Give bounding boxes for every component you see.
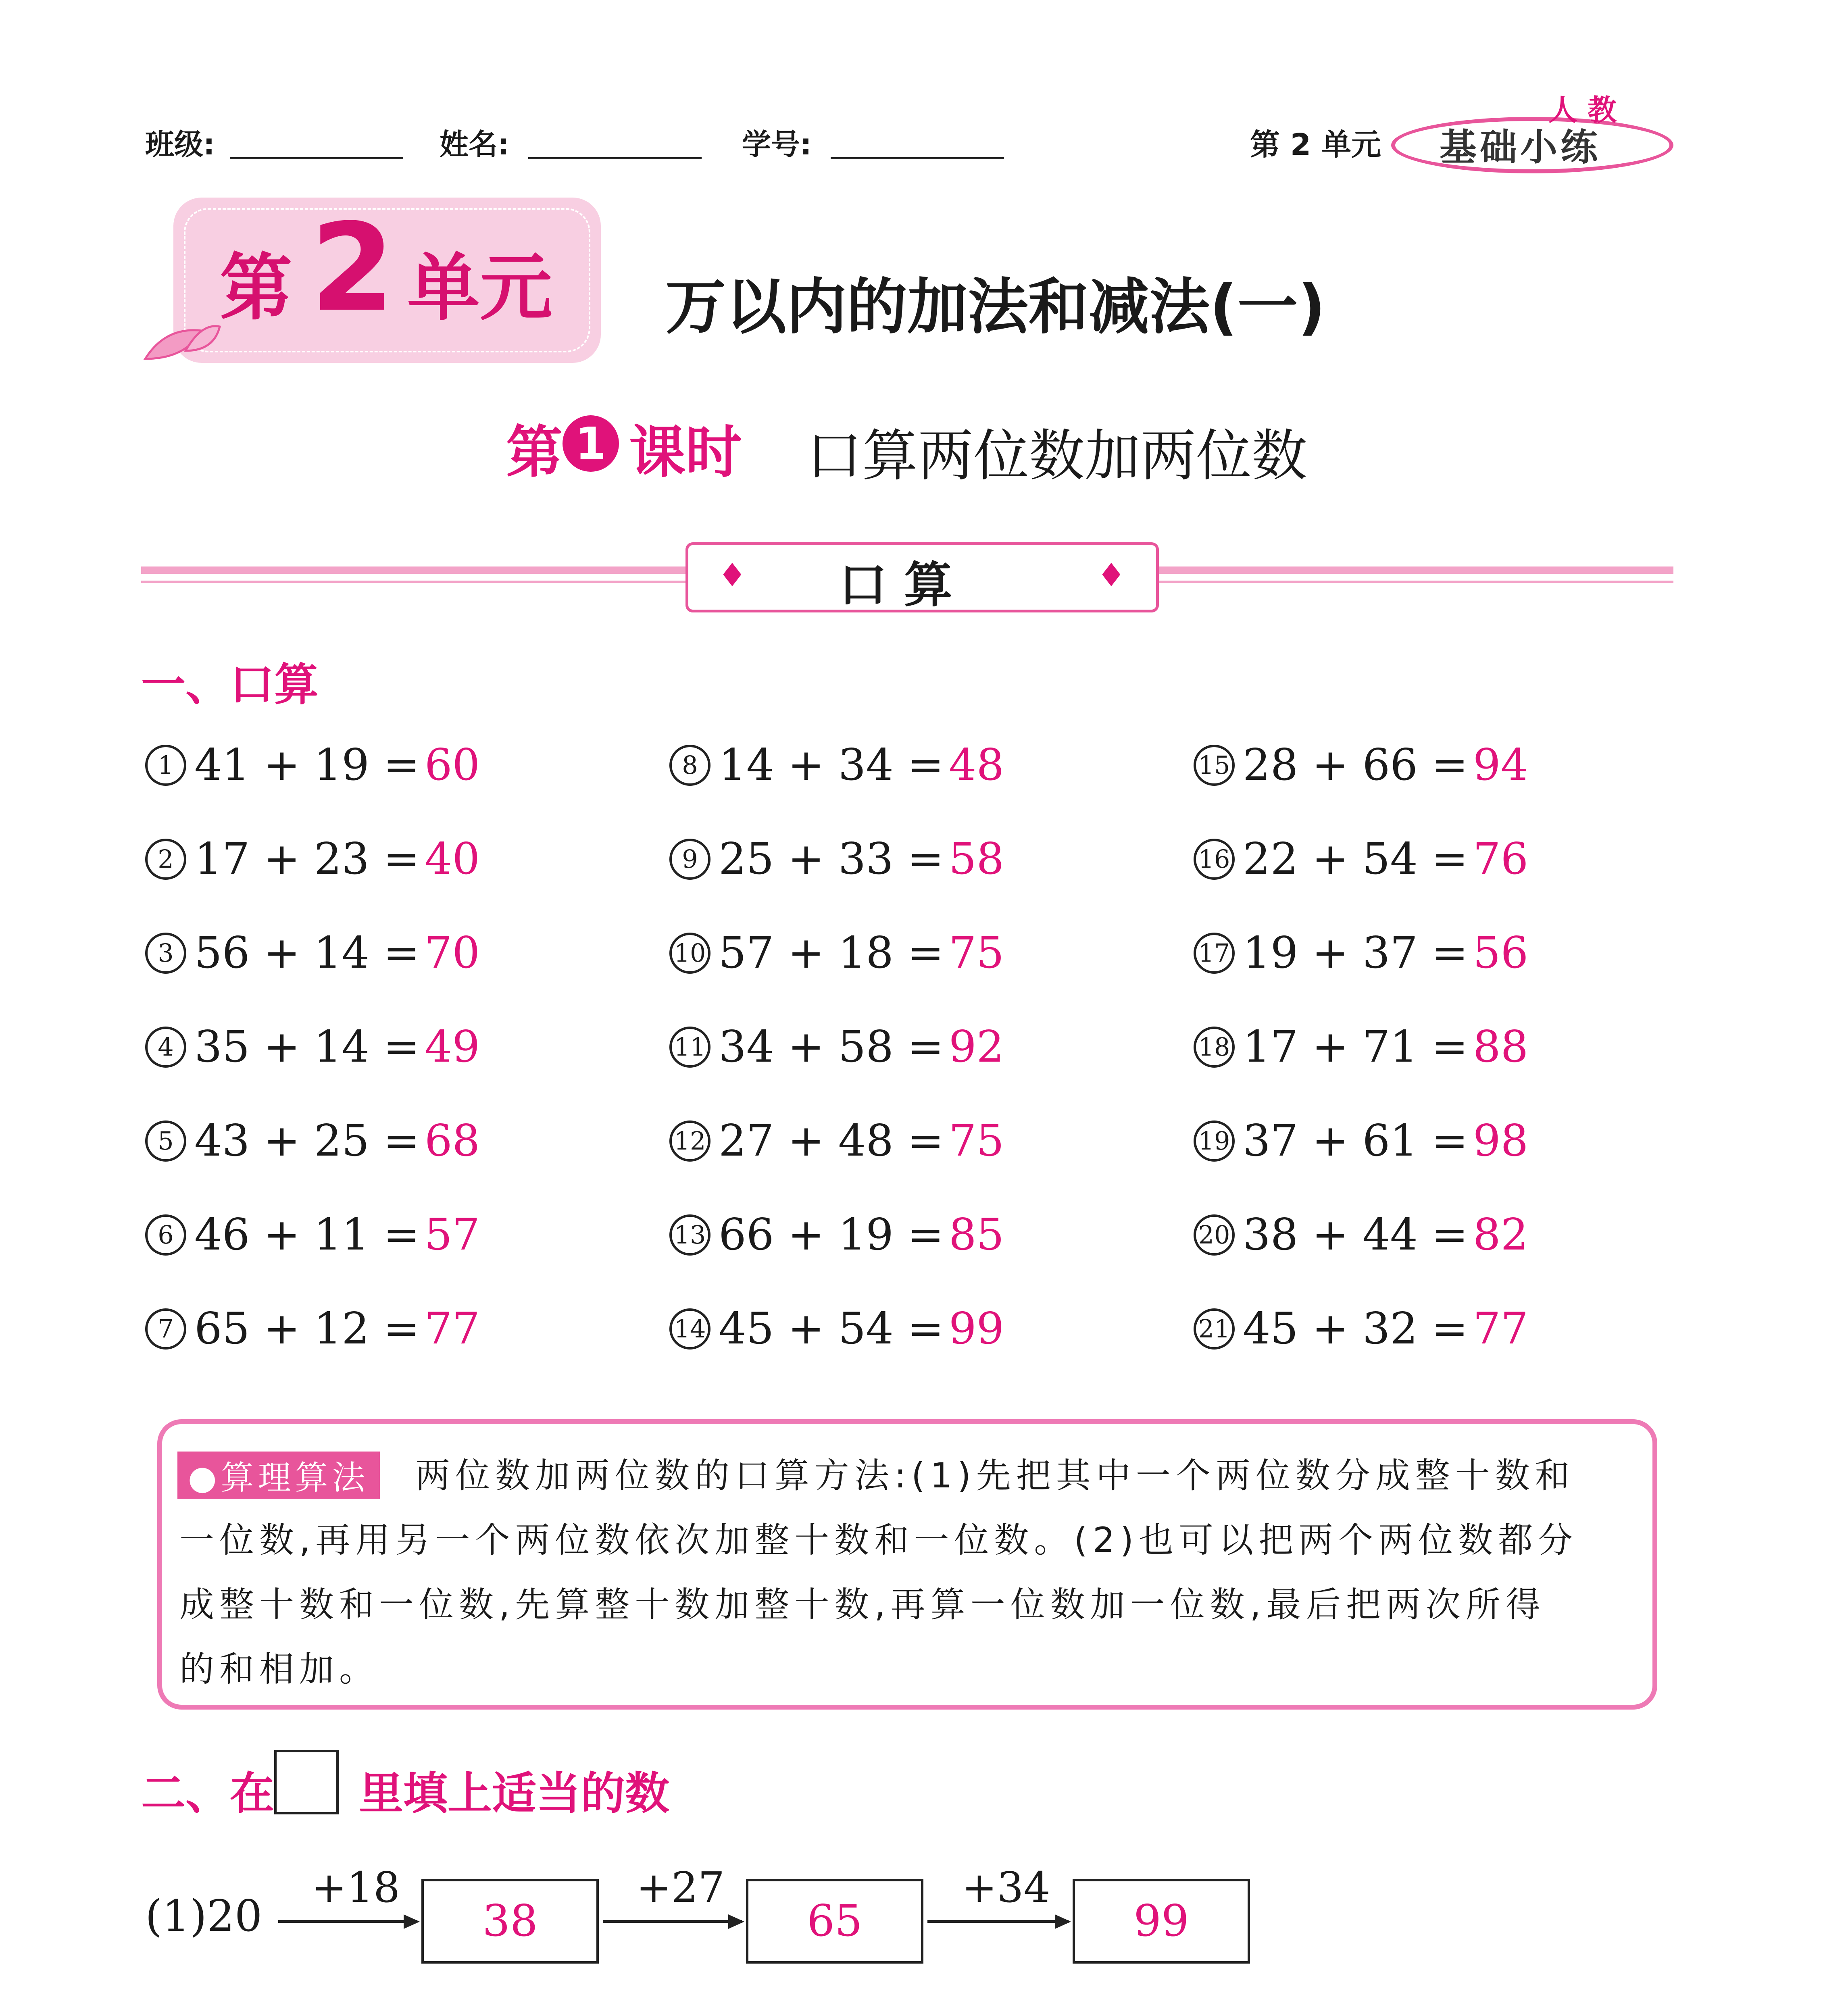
item-number: 8 (669, 745, 710, 786)
expression: 66 + 19 = (719, 1210, 944, 1260)
item-number: 9 (669, 839, 710, 880)
item-number: 3 (145, 933, 186, 974)
answer[interactable]: 98 (1473, 1116, 1529, 1166)
item-number: 7 (145, 1308, 186, 1350)
answer[interactable]: 82 (1473, 1210, 1529, 1260)
item-number: 20 (1194, 1214, 1235, 1256)
answer[interactable]: 75 (948, 928, 1004, 978)
item-number: 17 (1194, 933, 1235, 974)
chain-start: (1)20 (145, 1891, 263, 1941)
answer[interactable]: 77 (424, 1304, 480, 1354)
expression: 27 + 48 = (719, 1116, 944, 1166)
item-number: 10 (669, 933, 710, 974)
item-number: 1 (145, 745, 186, 786)
expression: 57 + 18 = (719, 928, 944, 978)
item-number: 4 (145, 1027, 186, 1068)
item-number: 16 (1194, 839, 1235, 880)
item-number: 15 (1194, 745, 1235, 786)
exercise-item (1194, 928, 1528, 978)
answer[interactable]: 85 (948, 1210, 1004, 1260)
item-number: 21 (1194, 1308, 1235, 1350)
exercise-item (145, 1022, 480, 1072)
arrow-icon (927, 1920, 1069, 1923)
answer[interactable]: 60 (424, 740, 480, 790)
answer[interactable]: 56 (1473, 928, 1529, 978)
exercise-item (145, 1304, 480, 1354)
tips-line-3: 成整十数和一位数,先算整十数加整十数,再算一位数加一位数,最后把两次所得 (179, 1585, 1546, 1625)
step-operation: +27 (636, 1863, 725, 1912)
arrow-icon (278, 1920, 417, 1923)
tips-line-2: 一位数,再用另一个两位数依次加整十数和一位数。(2)也可以把两个两位数都分 (179, 1520, 1578, 1560)
q1-heading: 一、口算 (141, 659, 319, 710)
answer-box[interactable]: 38 (421, 1879, 599, 1964)
id-field[interactable] (831, 157, 1004, 159)
answer[interactable]: 57 (424, 1210, 480, 1260)
brand-name: 基础小练 (1440, 126, 1601, 169)
id-label: 学号: (742, 127, 812, 161)
name-field[interactable] (528, 157, 702, 159)
exercise-item (669, 1210, 1004, 1260)
exercise-item (669, 740, 1004, 790)
item-number: 11 (669, 1027, 710, 1068)
exercise-item (1194, 1304, 1528, 1354)
item-number: 12 (669, 1120, 710, 1162)
exercise-item (1194, 1210, 1528, 1260)
exercise-item (1194, 834, 1528, 884)
exercise-item (669, 834, 1004, 884)
expression: 45 + 54 = (719, 1304, 944, 1354)
leaf-icon (141, 319, 222, 367)
answer[interactable]: 49 (424, 1022, 480, 1072)
answer[interactable]: 70 (424, 928, 480, 978)
diamond-icon: ♦ (1097, 556, 1126, 594)
expression: 28 + 66 = (1243, 740, 1468, 790)
expression: 46 + 11 = (194, 1210, 420, 1260)
tips-line-1: 两位数加两位数的口算方法:(1)先把其中一个两位数分成整十数和 (415, 1456, 1575, 1496)
lesson-number-badge: 1 (563, 415, 619, 472)
expression: 35 + 14 = (194, 1022, 420, 1072)
exercise-item (1194, 1022, 1528, 1072)
expression: 43 + 25 = (194, 1116, 420, 1166)
answer[interactable]: 68 (424, 1116, 480, 1166)
exercise-item (669, 1304, 1004, 1354)
exercise-item (1194, 740, 1528, 790)
tips-line-4: 的和相加。 (179, 1649, 379, 1689)
expression: 25 + 33 = (719, 834, 944, 884)
diamond-icon: ♦ (718, 556, 747, 594)
item-number: 18 (1194, 1027, 1235, 1068)
item-number: 2 (145, 839, 186, 880)
expression: 14 + 34 = (719, 740, 944, 790)
exercise-item (1194, 1116, 1528, 1166)
item-number: 19 (1194, 1120, 1235, 1162)
answer[interactable]: 94 (1473, 740, 1529, 790)
answer[interactable]: 75 (948, 1116, 1004, 1166)
answer-box-example (274, 1750, 339, 1814)
unit-title: 万以内的加法和减法(一) (665, 272, 1326, 342)
tips-tag: ●算理算法 (177, 1452, 380, 1499)
item-number: 5 (145, 1120, 186, 1162)
item-number: 14 (669, 1308, 710, 1350)
name-label: 姓名: (440, 127, 509, 161)
lesson-prefix: 第 (506, 420, 563, 485)
answer[interactable]: 99 (948, 1304, 1004, 1354)
class-field[interactable] (230, 157, 403, 159)
unit-prefix: 第 (220, 246, 293, 330)
answer[interactable]: 76 (1473, 834, 1529, 884)
expression: 34 + 58 = (719, 1022, 944, 1072)
exercise-item (669, 1116, 1004, 1166)
unit-tag: 第 2 单元 (1250, 127, 1381, 162)
answer[interactable]: 77 (1473, 1304, 1529, 1354)
exercise-item (669, 928, 1004, 978)
answer[interactable]: 92 (948, 1022, 1004, 1072)
exercise-item (145, 1116, 480, 1166)
expression: 45 + 32 = (1243, 1304, 1468, 1354)
exercise-item (145, 740, 480, 790)
expression: 41 + 19 = (194, 740, 420, 790)
answer[interactable]: 48 (948, 740, 1004, 790)
step-operation: +34 (962, 1863, 1050, 1912)
unit-number: 2 (310, 198, 395, 338)
answer[interactable]: 40 (424, 834, 480, 884)
expression: 17 + 71 = (1243, 1022, 1468, 1072)
answer-box[interactable]: 99 (1073, 1879, 1250, 1964)
answer[interactable]: 58 (948, 834, 1004, 884)
q2-heading-prefix: 二、在 (141, 1768, 274, 1819)
answer[interactable]: 88 (1473, 1022, 1529, 1072)
answer-box[interactable]: 65 (746, 1879, 923, 1964)
item-number: 13 (669, 1214, 710, 1256)
expression: 56 + 14 = (194, 928, 420, 978)
lesson-suffix: 课时 (629, 420, 742, 485)
class-label: 班级: (145, 127, 215, 161)
exercise-item (145, 928, 480, 978)
expression: 22 + 54 = (1243, 834, 1468, 884)
section-tag: 口 算 (839, 557, 952, 613)
exercise-item (145, 1210, 480, 1260)
expression: 37 + 61 = (1243, 1116, 1468, 1166)
item-number: 6 (145, 1214, 186, 1256)
step-operation: +18 (311, 1863, 400, 1912)
lesson-title: 口算两位数加两位数 (806, 423, 1308, 488)
q2-heading-suffix: 里填上适当的数 (359, 1768, 669, 1819)
unit-suffix: 单元 (407, 246, 553, 330)
exercise-item (669, 1022, 1004, 1072)
exercise-item (145, 834, 480, 884)
arrow-icon (603, 1920, 742, 1923)
brand-edition: 人 教 (1548, 93, 1617, 127)
expression: 38 + 44 = (1243, 1210, 1468, 1260)
expression: 17 + 23 = (194, 834, 420, 884)
expression: 19 + 37 = (1243, 928, 1468, 978)
expression: 65 + 12 = (194, 1304, 420, 1354)
